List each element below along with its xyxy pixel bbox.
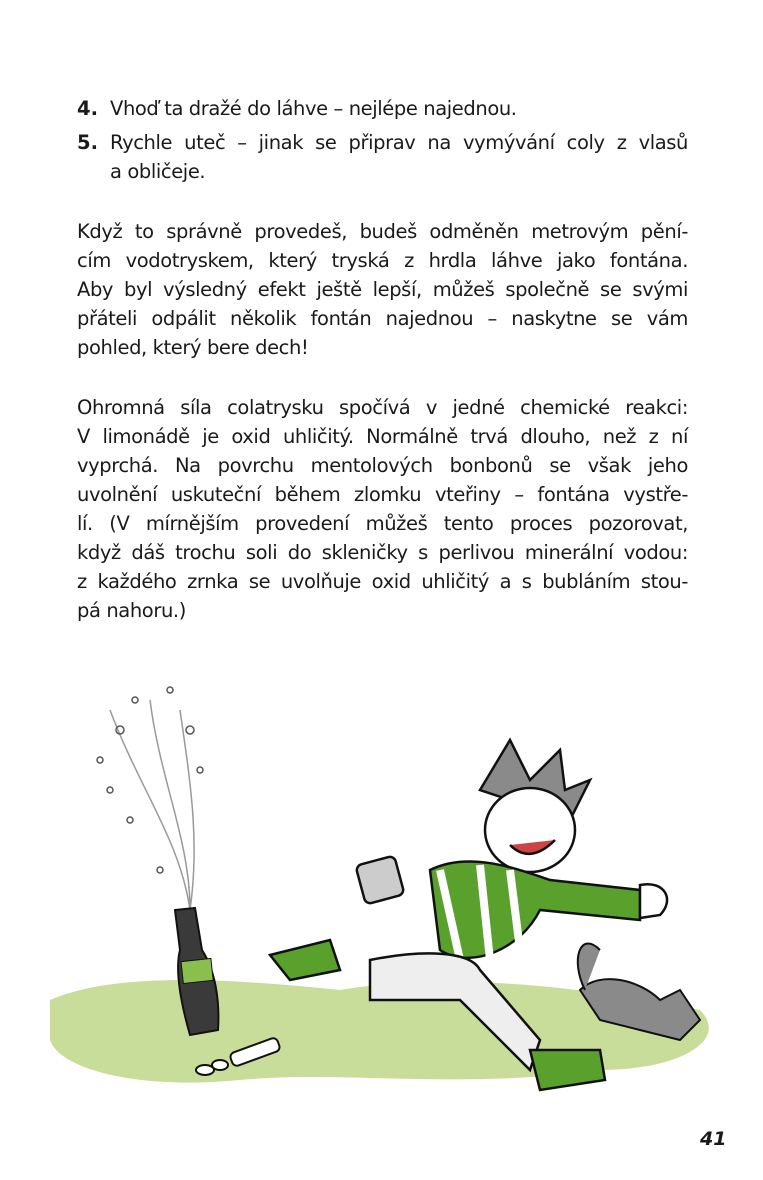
illustration-boy-running-from-cola-fountain [40, 670, 730, 1120]
list-item-4-number: 4. [77, 97, 98, 120]
paragraph-line: přáteli odpálit několik fontán najednou – naskytne se vám [77, 307, 688, 330]
shirt [430, 861, 640, 957]
paragraph-line: uvolnění uskuteční během zlomku vteřiny – fontána vystře- [77, 483, 688, 506]
cola-fountain [97, 687, 203, 910]
paragraph-line: V limonádě je oxid uhličitý. Normálně trvá dlouho, než z ní [77, 425, 688, 448]
hand [640, 884, 667, 918]
paragraph-line: když dáš trochu soli do skleničky s perlivou minerální vodou: [77, 541, 688, 564]
paragraph-line: z každého zrnka se uvolňuje oxid uhličitý a s bubláním stou- [77, 570, 688, 593]
paragraph-line: cím vodotryskem, který tryská z hrdla láhve jako fontána. [77, 249, 688, 272]
head [485, 788, 575, 872]
paragraph-line: Když to správně provedeš, budeš odměněn metrovým pění- [77, 220, 688, 243]
paragraph-line: Ohromná síla colatrysku spočívá v jedné chemické reakci: [77, 396, 688, 419]
paragraph-line: Aby byl výsledný efekt ještě lepší, můžeš společně se svými [77, 278, 688, 301]
shoe-right [530, 1050, 605, 1090]
list-item-5-number: 5. [77, 131, 98, 154]
list-item-4-text: Vhoď ta dražé do láhve – nejlépe najednou. [110, 97, 517, 120]
paragraph-line: lí. (V mírnějším provedení můžeš tento proces pozorovat, [77, 512, 688, 535]
page-number: 41 [700, 1128, 727, 1150]
paragraph-line: vyprchá. Na povrchu mentolových bonbonů se však jeho [77, 454, 688, 477]
camera [356, 856, 405, 905]
list-item-5-text: Rychle uteč – jinak se připrav na vymývání coly z vlasů [110, 131, 688, 154]
shoe-left [270, 940, 340, 980]
paragraph-line: pohled, který bere dech! [77, 336, 309, 359]
paragraph-line: pá nahoru.) [77, 599, 186, 622]
list-item-5-text: a obličeje. [110, 160, 206, 183]
